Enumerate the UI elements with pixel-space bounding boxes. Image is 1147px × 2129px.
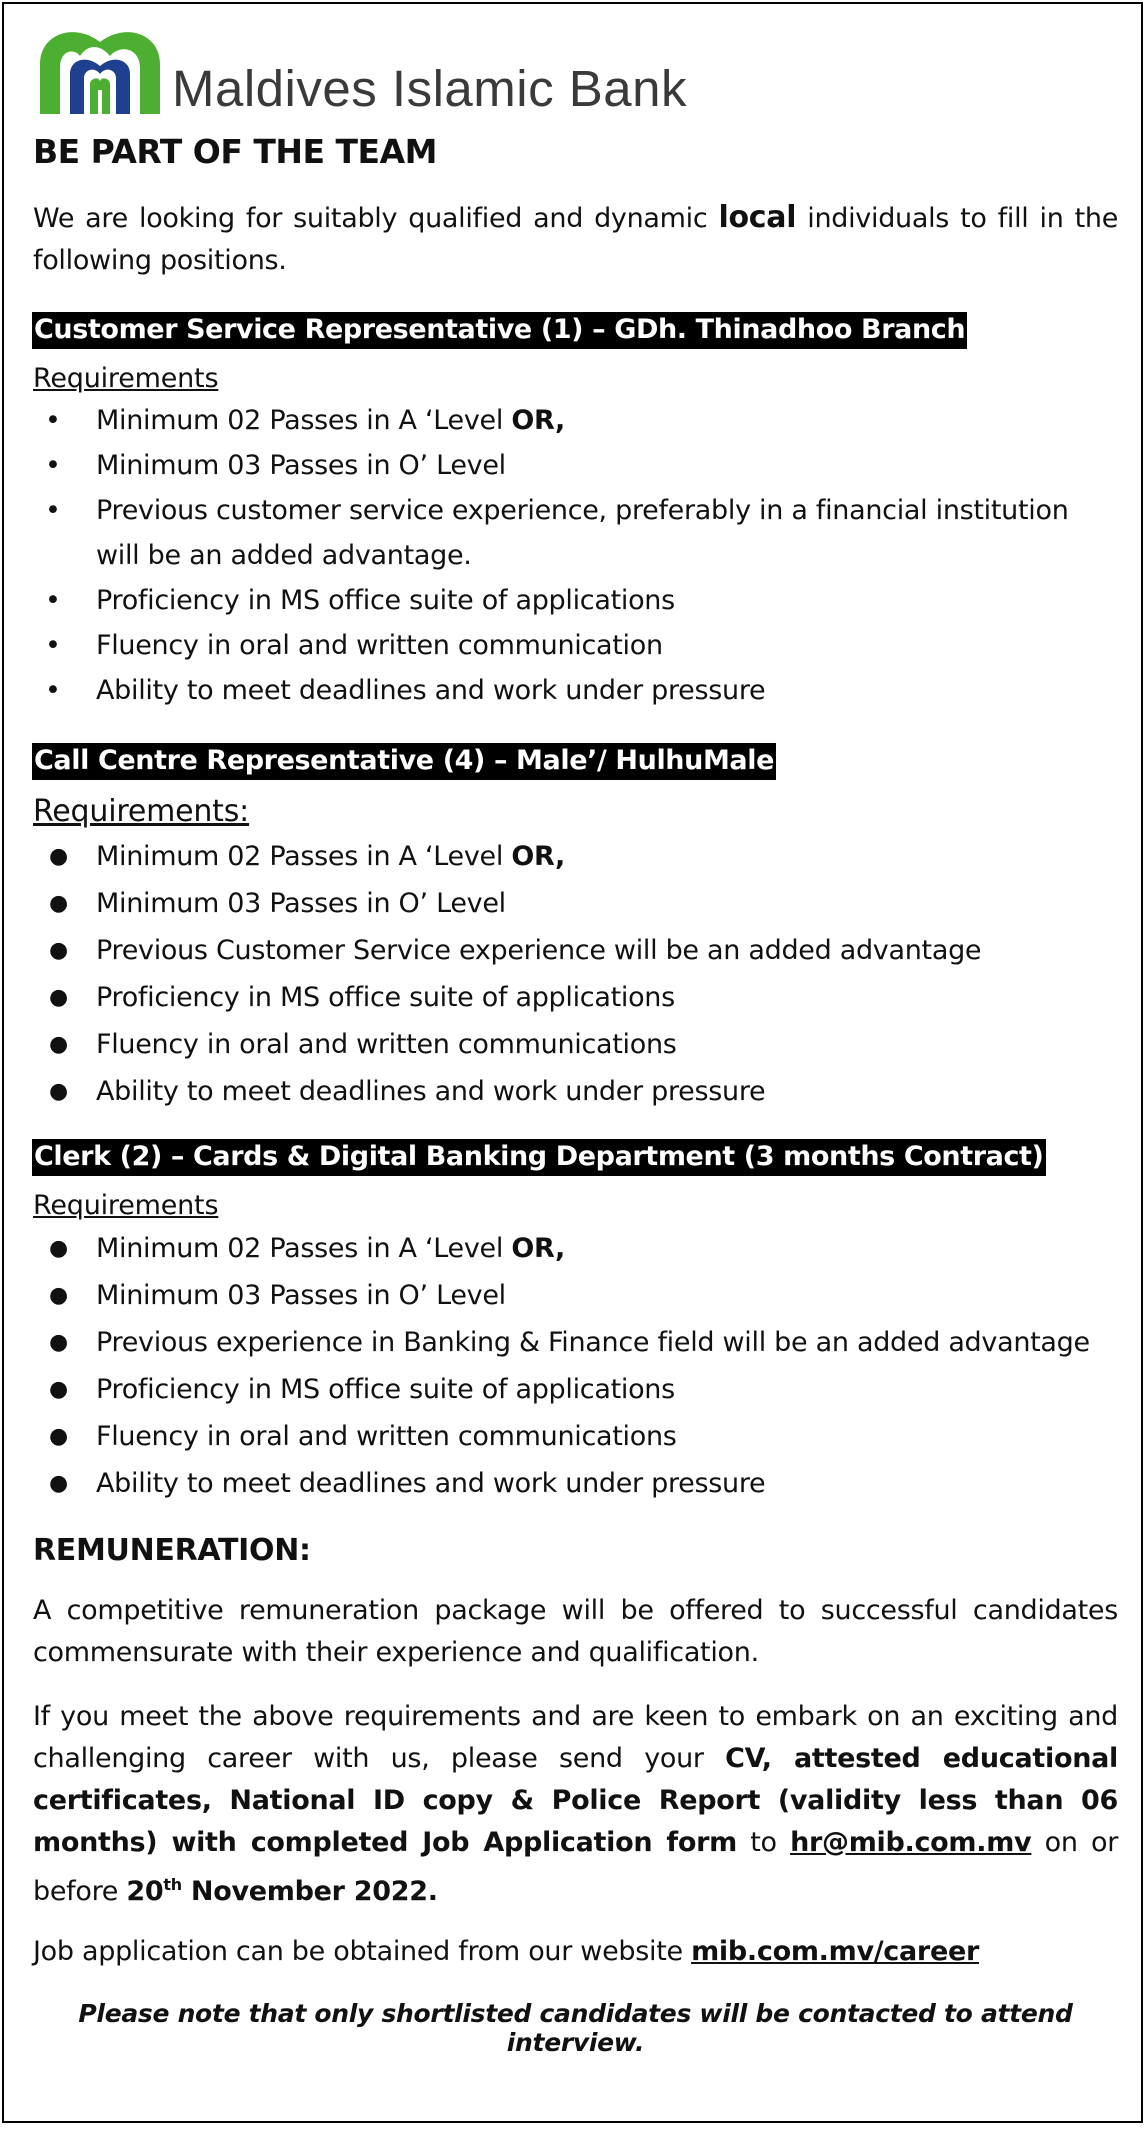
- bullet-icon: ●: [49, 891, 68, 916]
- position-heading: Customer Service Representative (1) – GDh. Thinadhoo Branch: [32, 312, 967, 349]
- position-customer-service: [33, 312, 1118, 713]
- bank-name: Maldives Islamic Bank: [172, 60, 687, 117]
- page-title: BE PART OF THE TEAM: [33, 132, 437, 171]
- remuneration-text: A competitive remuneration package will be offered to successful candidates commensurate with their experience and qualification.: [33, 1595, 1118, 1668]
- bullet-icon: ●: [49, 1330, 68, 1355]
- email-link[interactable]: hr@mib.com.mv: [790, 1827, 1032, 1858]
- bank-logo: [36, 20, 687, 116]
- list-item-text: Minimum 02 Passes in A ‘Level: [96, 405, 512, 436]
- position-call-centre: [33, 743, 1118, 1115]
- list-item: [33, 833, 1118, 880]
- advert-content: [33, 132, 1118, 2057]
- list-item-text: Minimum 02 Passes in A ‘Level: [96, 1233, 512, 1264]
- bullet-icon: ●: [49, 1424, 68, 1449]
- deadline-day: 20: [126, 1876, 164, 1907]
- apply-documents: CV, attested educational certificates, National ID copy & Police Report (validity less than 06 months) with completed Job Application form: [33, 1743, 1118, 1858]
- or-bold: OR,: [511, 1233, 565, 1264]
- list-item-text: Previous Customer Service experience will be an added advantage: [96, 935, 982, 966]
- deadline-date: [126, 1876, 437, 1907]
- requirements-list: [33, 833, 1118, 1115]
- requirements-label: Requirements: [33, 1190, 219, 1221]
- list-item: [33, 1225, 1118, 1272]
- list-item: [33, 668, 1118, 713]
- list-item: [33, 488, 1118, 578]
- list-item: [33, 1460, 1118, 1507]
- or-bold: OR,: [511, 405, 565, 436]
- position-heading: Call Centre Representative (4) – Male’/ HulhuMale: [32, 743, 776, 780]
- intro-bold-local: local: [718, 200, 797, 235]
- position-heading: Clerk (2) – Cards & Digital Banking Department (3 months Contract): [32, 1139, 1046, 1176]
- list-item-text: Ability to meet deadlines and work under pressure: [96, 1076, 766, 1107]
- requirements-label: Requirements:: [33, 794, 250, 829]
- deadline-month-year: November 2022.: [181, 1876, 438, 1907]
- list-item-text: Ability to meet deadlines and work under pressure: [96, 1468, 766, 1499]
- job-advert-page: [2, 2, 1143, 2123]
- requirements-list: [33, 1225, 1118, 1507]
- mib-logo-icon: [36, 20, 164, 116]
- bullet-icon: ●: [49, 1032, 68, 1057]
- list-item: [33, 1021, 1118, 1068]
- apply-paragraph: [33, 1696, 1118, 1913]
- requirements-list: [33, 398, 1118, 713]
- website-paragraph: [33, 1931, 1118, 1973]
- list-item-text: Proficiency in MS office suite of applications: [96, 585, 675, 616]
- bullet-icon: ●: [49, 1471, 68, 1496]
- list-item: [33, 927, 1118, 974]
- list-item: [33, 1272, 1118, 1319]
- list-item-text: Fluency in oral and written communication: [96, 630, 663, 661]
- shortlist-note: Please note that only shortlisted candidates will be contacted to attend interview.: [78, 1999, 1073, 2057]
- position-clerk: [33, 1139, 1118, 1507]
- list-item: [33, 443, 1118, 488]
- bullet-icon: ●: [49, 844, 68, 869]
- bullet-icon: •: [45, 450, 61, 481]
- list-item-text: Fluency in oral and written communications: [96, 1029, 677, 1060]
- list-item-text: Previous experience in Banking & Finance field will be an added advantage: [96, 1327, 1090, 1358]
- bullet-icon: •: [45, 675, 61, 706]
- list-item: [33, 880, 1118, 927]
- list-item: [33, 578, 1118, 623]
- website-text: Job application can be obtained from our website: [33, 1936, 692, 1967]
- bullet-icon: ●: [49, 1079, 68, 1104]
- intro-text-pre: We are looking for suitably qualified and dynamic: [33, 203, 719, 234]
- career-website-link[interactable]: mib.com.mv/career: [691, 1936, 979, 1967]
- bullet-icon: •: [45, 405, 61, 436]
- list-item-text: Minimum 02 Passes in A ‘Level: [96, 841, 512, 872]
- intro-text-post: individuals to fill in the following positions.: [33, 203, 1119, 276]
- bullet-icon: •: [45, 495, 61, 526]
- list-item-text: Ability to meet deadlines and work under pressure: [96, 675, 766, 706]
- bullet-icon: ●: [49, 1377, 68, 1402]
- list-item-text: Minimum 03 Passes in O’ Level: [96, 450, 506, 481]
- bullet-icon: •: [45, 585, 61, 616]
- list-item: [33, 1068, 1118, 1115]
- list-item-text: Previous customer service experience, preferably in a financial institution will be an added advantage.: [96, 495, 1069, 571]
- list-item: [33, 1366, 1118, 1413]
- bullet-icon: ●: [49, 985, 68, 1010]
- intro-paragraph: [33, 197, 1118, 282]
- requirements-label: Requirements: [33, 363, 219, 394]
- or-bold: OR,: [511, 841, 565, 872]
- bullet-icon: ●: [49, 938, 68, 963]
- list-item: [33, 623, 1118, 668]
- list-item: [33, 1413, 1118, 1460]
- apply-to: to: [736, 1827, 791, 1858]
- list-item-text: Fluency in oral and written communications: [96, 1421, 677, 1452]
- bullet-icon: ●: [49, 1236, 68, 1261]
- list-item: [33, 974, 1118, 1021]
- remuneration-heading: REMUNERATION:: [33, 1533, 311, 1568]
- apply-before: on or before: [33, 1827, 1118, 1907]
- bullet-icon: •: [45, 630, 61, 661]
- bullet-icon: ●: [49, 1283, 68, 1308]
- list-item-text: Proficiency in MS office suite of applications: [96, 1374, 675, 1405]
- deadline-day-suffix: th: [163, 1875, 182, 1894]
- apply-text-pre: If you meet the above requirements and are keen to embark on an exciting and challenging career with us, please send your: [33, 1701, 1118, 1774]
- list-item: [33, 1319, 1118, 1366]
- list-item: [33, 398, 1118, 443]
- list-item-text: Minimum 03 Passes in O’ Level: [96, 888, 506, 919]
- list-item-text: Proficiency in MS office suite of applications: [96, 982, 675, 1013]
- list-item-text: Minimum 03 Passes in O’ Level: [96, 1280, 506, 1311]
